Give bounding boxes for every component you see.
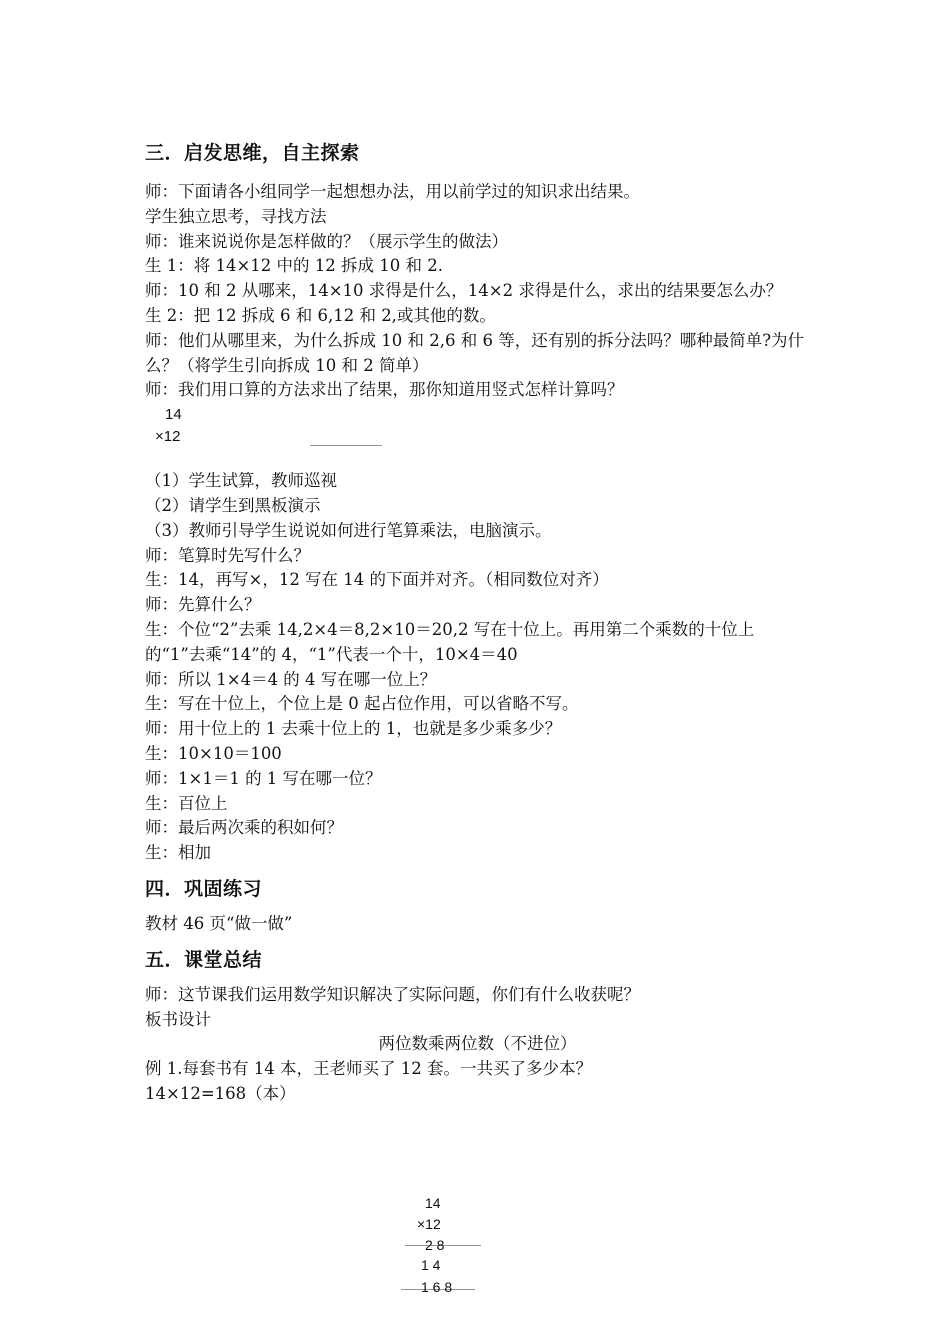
calc-row-product: 1 6 8: [421, 1279, 453, 1295]
paragraph: 师：用十位上的 1 去乘十位上的 1，也就是多少乘多少？: [145, 719, 562, 739]
document-body: [145, 138, 810, 1107]
board-title: 两位数乘两位数（不进位）: [378, 1034, 577, 1054]
section4-heading: 四．巩固练习: [145, 877, 263, 900]
paragraph: （1）学生试算，教师巡视: [145, 471, 337, 491]
multiplicand: 14: [165, 406, 182, 424]
paragraph: 生：10×10＝100: [145, 743, 282, 763]
paragraph: 师：最后两次乘的积如何？: [145, 818, 343, 838]
vertical-calculation: [145, 403, 810, 469]
paragraph: 师：1×1＝1 的 1 写在哪一位？: [145, 768, 382, 788]
paragraph: 生：相加: [145, 843, 211, 863]
calc-divider-line: [310, 445, 382, 446]
section3-heading: 三．启发思维，自主探索: [145, 142, 360, 164]
paragraph: 师：先算什么？: [145, 595, 261, 615]
paragraph: 师：笔算时先写什么？: [145, 545, 310, 565]
paragraph: 生：14，再写×，12 写在 14 的下面并对齐。（相同数位对齐）: [145, 570, 609, 590]
multiplier: ×12: [155, 428, 181, 446]
paragraph: 师：下面请各小组同学一起想想办法，用以前学过的知识求出结果。: [145, 182, 640, 201]
paragraph: 师：这节课我们运用数学知识解决了实际问题，你们有什么收获呢？: [145, 984, 640, 1004]
paragraph: 教材 46 页“做一做”: [145, 913, 293, 933]
paragraph: 生：个位“2”去乘 14,2×4＝8,2×10＝20,2 写在十位上。再用第二个乘数的十位上的“1”去乘“14”的 4，“1”代表一个十，10×4＝40: [145, 619, 755, 664]
equation: 14×12=168（本）: [145, 1083, 296, 1103]
calc-row-partial-2: 1 4: [421, 1257, 441, 1273]
paragraph: 生：写在十位上，个位上是 0 起占位作用，可以省略不写。: [145, 694, 579, 714]
paragraph: 师：他们从哪里来，为什么拆成 10 和 2,6 和 6 等，还有别的拆分法吗？哪种最简单?为什么？（将学生引向拆成 10 和 2 简单）: [145, 330, 805, 375]
paragraph: 学生独立思考，寻找方法: [145, 206, 327, 226]
calc-row-multiplier: ×12: [417, 1216, 441, 1232]
calc-row-partial-1: 2 8: [425, 1237, 445, 1253]
paragraph: 师：谁来说说你是怎样做的？（展示学生的做法）: [145, 231, 508, 251]
paragraph: 师：我们用口算的方法求出了结果，那你知道用竖式怎样计算吗？: [145, 380, 624, 400]
paragraph: 生：百位上: [145, 793, 228, 813]
paragraph: （2）请学生到黑板演示: [145, 495, 321, 515]
paragraph: 板书设计: [145, 1009, 211, 1029]
paragraph: （3）教师引导学生说说如何进行笔算乘法，电脑演示。: [145, 520, 552, 540]
paragraph: 生 2：把 12 拆成 6 和 6,12 和 2,或其他的数。: [145, 305, 496, 325]
board-vertical-calculation: [395, 1193, 485, 1303]
calc-row-multiplicand: 14: [425, 1195, 441, 1211]
paragraph: 师：所以 1×4＝4 的 4 写在哪一位上？: [145, 669, 437, 689]
section5-heading: 五．课堂总结: [145, 948, 263, 971]
paragraph: 生 1：将 14×12 中的 12 拆成 10 和 2.: [145, 256, 444, 276]
paragraph: 师：10 和 2 从哪来，14×10 求得是什么，14×2 求得是什么，求出的结果要怎么办？: [145, 281, 783, 301]
example-problem: 例 1.每套书有 14 本，王老师买了 12 套。一共买了多少本？: [145, 1059, 592, 1079]
